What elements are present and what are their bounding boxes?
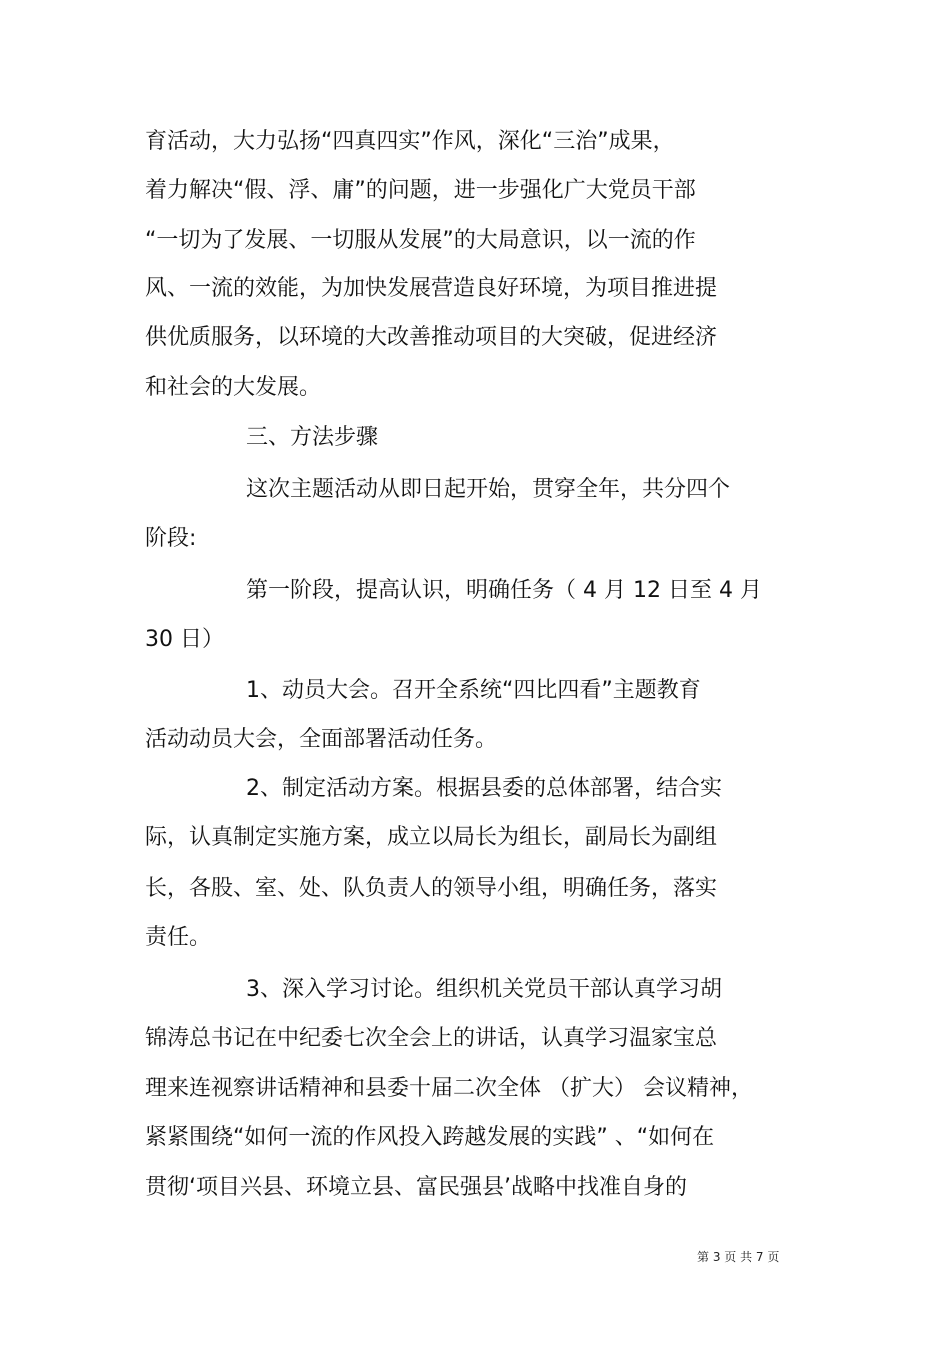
text-line: 风、一流的效能，为加快发展营造良好环境，为项目推进提 <box>145 276 718 301</box>
text-line: 阶段: <box>145 526 197 551</box>
text-line: 第一阶段，提高认识，明确任务（ 4 月 12 日至 4 月 <box>246 578 762 603</box>
section-heading: 三、方法步骤 <box>246 425 379 450</box>
page-number: 第 3 页 共 7 页 <box>697 1250 780 1264</box>
text-line: 活动动员大会，全面部署活动任务。 <box>145 727 498 752</box>
text-line: 这次主题活动从即日起开始，贯穿全年，共分四个 <box>246 477 731 502</box>
text-line: 和社会的大发展。 <box>145 375 322 400</box>
text-line: 30 日） <box>145 627 224 652</box>
text-line: 育活动，大力弘扬“四真四实”作风，深化“三治”成果， <box>145 129 675 154</box>
text-line: 际，认真制定实施方案，成立以局长为组长，副局长为副组 <box>145 825 718 850</box>
text-line: 3、深入学习讨论。组织机关党员干部认真学习胡 <box>246 977 722 1002</box>
text-line: 着力解决“假、浮、庸”的问题，进一步强化广大党员干部 <box>145 178 696 203</box>
text-line: 2、制定活动方案。根据县委的总体部署，结合实 <box>246 776 722 801</box>
text-line: 理来连视察讲话精神和县委十届二次全体 （扩大） 会议精神， <box>145 1076 753 1101</box>
text-line: 1、动员大会。召开全系统“四比四看”主题教育 <box>246 678 701 703</box>
text-line: 供优质服务，以环境的大改善推动项目的大突破，促进经济 <box>145 325 718 350</box>
text-line: 锦涛总书记在中纪委七次全会上的讲话，认真学习温家宝总 <box>145 1026 718 1051</box>
text-line: “一切为了发展、一切服从发展”的大局意识，以一流的作 <box>145 228 696 253</box>
text-line: 责任。 <box>145 925 212 950</box>
text-line: 紧紧围绕“如何一流的作风投入跨越发展的实践” 、“如何在 <box>145 1125 715 1150</box>
text-line: 贯彻‘项目兴县、环境立县、富民强县’战略中找准自身的 <box>145 1175 687 1200</box>
text-line: 长，各股、室、处、队负责人的领导小组，明确任务，落实 <box>145 876 718 901</box>
